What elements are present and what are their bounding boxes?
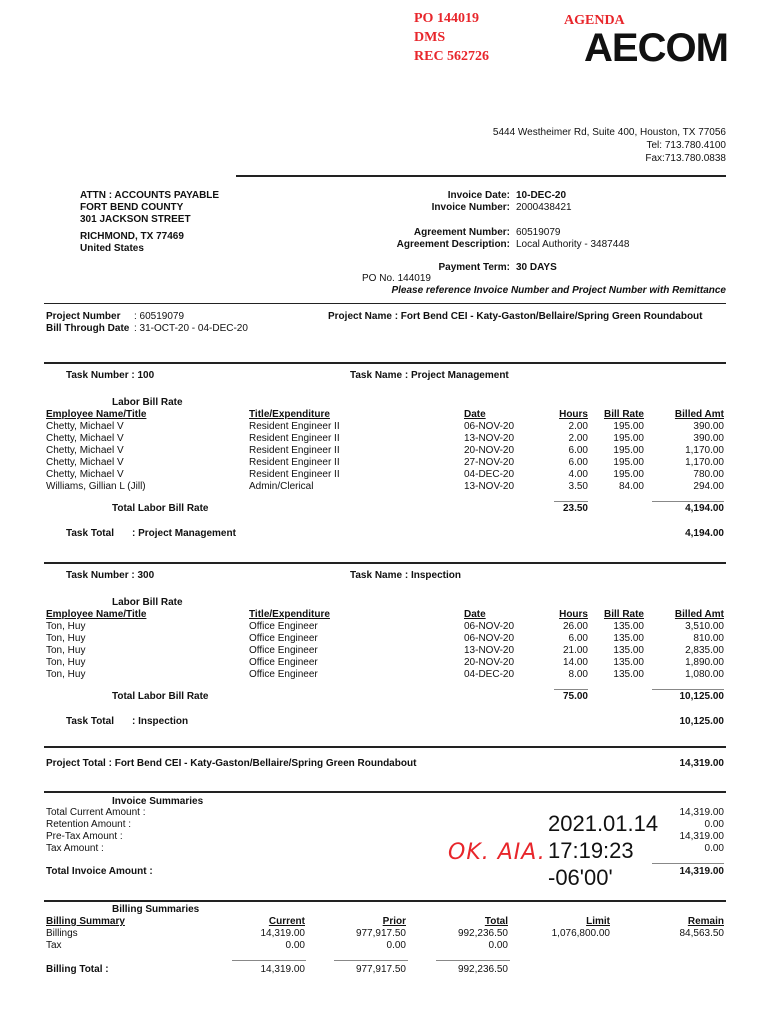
task-name: Task Name : Project Management [350, 370, 509, 381]
rate-column: Bill Rate 195.00 195.00 195.00 195.00 195.00 84.00 [603, 409, 644, 492]
approval-handwriting: OK. AIA. [448, 840, 546, 865]
project-total-amount: 14,319.00 [679, 758, 724, 769]
signature-time: 17:19:23 [548, 838, 634, 863]
agenda-stamp: AGENDA [564, 13, 625, 28]
bill-to-name: FORT BEND COUNTY [80, 202, 184, 213]
amount-column: Billed Amt 390.00 390.00 1,170.00 1,170.00 780.00 294.00 [674, 409, 724, 492]
bill-to-block [80, 190, 219, 255]
title-column: Title/Expenditure Resident Engineer II Resident Engineer II Resident Engineer II Resident Engineer II Resident Engineer II Admin/Clerical [249, 409, 340, 492]
project-number: : 60519079 [134, 311, 185, 322]
address-tel: Tel: 713.780.4100 [646, 140, 726, 151]
bill-to-country: United States [80, 243, 144, 254]
billing-summaries-title: Billing Summaries [112, 904, 200, 915]
date-column: Date 06-NOV-20 06-NOV-20 13-NOV-20 20-NOV-20 04-DEC-20 [464, 609, 515, 680]
po-stamp: PO 144019 [414, 11, 479, 26]
hours-column: Hours 26.00 6.00 21.00 14.00 8.00 [559, 609, 588, 680]
invoice-date: 10-DEC-20 [516, 190, 567, 201]
billing-limit-column: Limit 1,076,800.00 [551, 916, 610, 939]
remittance-note: Please reference Invoice Number and Project Number with Remittance [391, 285, 726, 296]
company-address [493, 126, 726, 165]
invoice-labels: Invoice Date: Invoice Number: Agreement Number: Agreement Description: Payment Term: [396, 190, 510, 273]
invoice-summaries-title: Invoice Summaries [112, 796, 204, 807]
billing-total-total: 992,236.50 [457, 964, 508, 975]
amount-column: Billed Amt 3,510.00 810.00 2,835.00 1,890.00 1,080.00 [674, 609, 724, 680]
company-logo: AECOM [584, 26, 728, 70]
address-fax: Fax:713.780.0838 [645, 153, 726, 164]
invoice-values [516, 190, 629, 274]
address-line: 5444 Westheimer Rd, Suite 400, Houston, TX 77056 [492, 127, 726, 138]
invoice-summary-values: 14,319.00 0.00 14,319.00 0.00 [679, 807, 724, 854]
task-name: Task Name : Inspection [350, 570, 461, 581]
agreement-number: 60519079 [516, 227, 561, 238]
task-number: Task Number : 300 [66, 570, 155, 581]
payment-term: 30 DAYS [516, 262, 557, 273]
project-info: Project Number : 60519079 Bill Through Date : 31-OCT-20 - 04-DEC-20 [46, 311, 248, 334]
total-invoice-amount: 14,319.00 [679, 866, 724, 877]
date-column: Date 06-NOV-20 13-NOV-20 20-NOV-20 27-NOV-20 04-DEC-20 13-NOV-20 [464, 409, 515, 492]
employee-column: Employee Name/Title Ton, Huy Ton, Huy Ton, Huy Ton, Huy Ton, Huy [46, 609, 147, 680]
billing-total-column: Total 992,236.50 0.00 [457, 916, 508, 951]
task-total-name: : Inspection [132, 716, 189, 727]
employee-column: Employee Name/Title Chetty, Michael V Chetty, Michael V Chetty, Michael V Chetty, Michael V Chetty, Michael V Williams, Gillian L (Jill) [46, 409, 147, 492]
bill-to-street: 301 JACKSON STREET [80, 214, 191, 225]
task-total-label: Task Total [66, 528, 114, 539]
signature-date: 2021.01.14 [548, 811, 659, 836]
billing-current-column: Current 14,319.00 0.00 [260, 916, 305, 951]
po-number: PO No. 144019 [362, 273, 431, 284]
billing-total-prior: 977,917.50 [355, 964, 406, 975]
rate-column: Bill Rate 135.00 135.00 135.00 135.00 135.00 [603, 609, 644, 680]
agreement-description: Local Authority - 3487448 [516, 239, 630, 250]
total-labor-label: Total Labor Bill Rate [112, 503, 209, 514]
labor-bill-rate-heading: Labor Bill Rate [112, 597, 183, 608]
invoice-number: 2000438421 [516, 202, 572, 213]
billing-label-column: Billing Summary Billings Tax [46, 916, 125, 951]
attn-line: ATTN : ACCOUNTS PAYABLE [80, 190, 220, 201]
rec-stamp: REC 562726 [414, 49, 490, 64]
task-number: Task Number : 100 [66, 370, 155, 381]
total-invoice-label: Total Invoice Amount : [46, 866, 153, 877]
total-labor-label: Total Labor Bill Rate [112, 691, 209, 702]
dms-stamp: DMS [414, 30, 446, 45]
task-total-amount: 4,194.00 [685, 528, 724, 539]
task-total-amount: 10,125.00 [679, 716, 724, 727]
billing-total-current: 14,319.00 [260, 964, 305, 975]
project-name: Project Name : Fort Bend CEI - Katy-Gaston/Bellaire/Spring Green Roundabout [328, 311, 703, 322]
hours-column: Hours 2.00 2.00 6.00 6.00 4.00 3.50 [559, 409, 588, 492]
total-labor-amount: 4,194.00 [685, 503, 724, 514]
total-hours: 75.00 [562, 691, 588, 702]
total-hours: 23.50 [562, 503, 588, 514]
task-total-name: : Project Management [132, 528, 236, 539]
billing-total-label: Billing Total : [46, 964, 109, 975]
billing-prior-column: Prior 977,917.50 0.00 [355, 916, 406, 951]
invoice-summary-labels: Total Current Amount : Retention Amount : Pre-Tax Amount : Tax Amount : [46, 807, 146, 854]
title-column: Title/Expenditure Office Engineer Office Engineer Office Engineer Office Engineer Office Engineer [249, 609, 330, 680]
project-total-label: Project Total : Fort Bend CEI - Katy-Gaston/Bellaire/Spring Green Roundabout [46, 758, 417, 769]
total-labor-amount: 10,125.00 [679, 691, 724, 702]
bill-to-city: RICHMOND, TX 77469 [80, 231, 184, 242]
billing-remain-column: Remain 84,563.50 [679, 916, 724, 939]
task-total-label: Task Total [66, 716, 114, 727]
bill-through-date: : 31-OCT-20 - 04-DEC-20 [134, 323, 248, 334]
signature-timezone: -06'00' [548, 865, 613, 890]
labor-bill-rate-heading: Labor Bill Rate [112, 397, 183, 408]
